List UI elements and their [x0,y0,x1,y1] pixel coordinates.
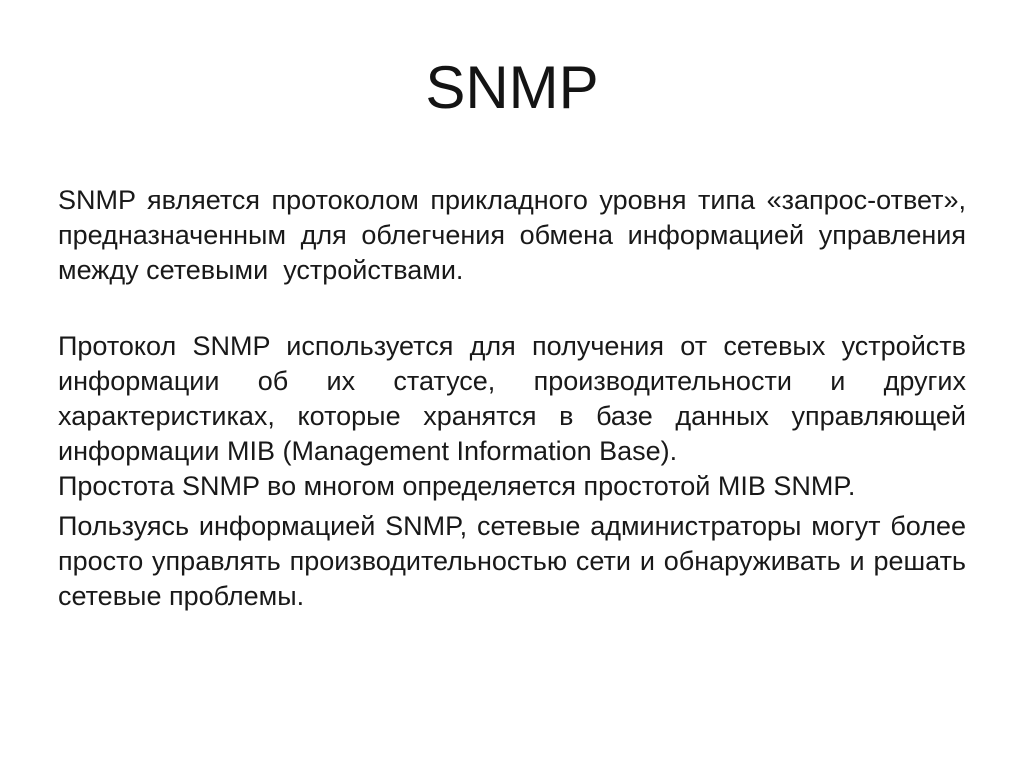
slide-title: SNMP [425,54,599,121]
paragraph [58,469,966,504]
paragraph [58,183,966,288]
text-line: предназначенным для облегчения обмена информацией управления [58,220,966,250]
text-line: характеристиках, которые хранятся в базе данных управляющей [58,401,966,431]
text-line: Простота SNMP во многом определяется простотой MIB SNMP. [58,471,856,501]
text-line: информации MIB (Management Information Base). [58,436,678,466]
slide-body [58,183,966,614]
text-line: SNMP является протоколом прикладного уровня типа «запрос-ответ», [58,185,966,215]
text-line: информации об их статусе, производительности и других [58,366,966,396]
paragraph [58,509,966,614]
text-line: сетевые проблемы. [58,581,305,611]
text-line: Протокол SNMP используется для получения от сетевых устройств [58,331,966,361]
paragraph [58,329,966,469]
text-line: Пользуясь информацией SNMP, сетевые администраторы могут более [58,511,966,541]
text-line: просто управлять производительностью сети и обнаруживать и решать [58,546,966,576]
text-line: между сетевыми устройствами. [58,255,464,285]
